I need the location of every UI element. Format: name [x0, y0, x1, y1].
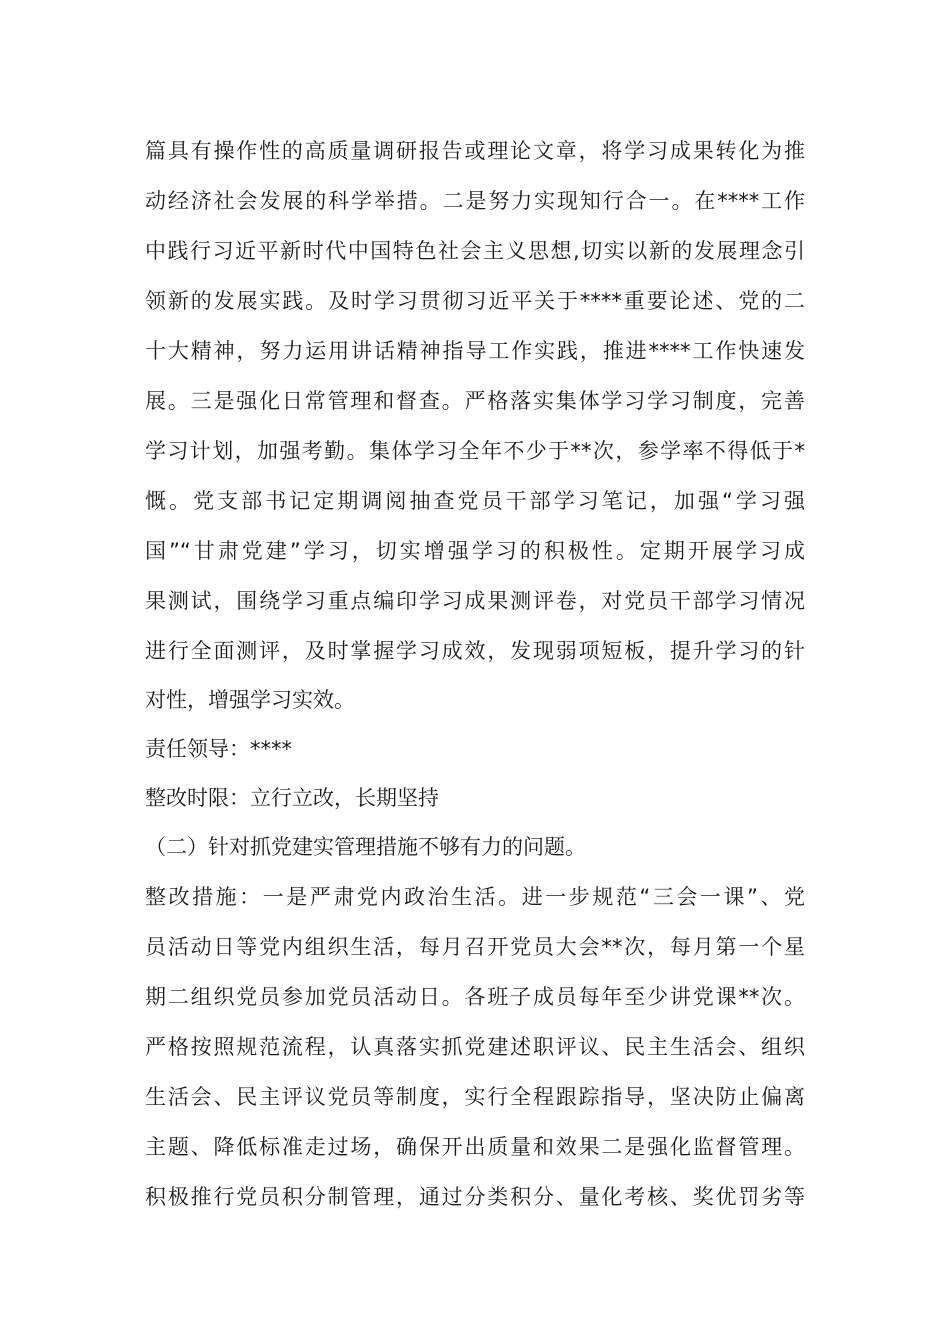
paragraph-line: 积极推行党员积分制管理，通过分类积分、量化考核、奖优罚劣等 — [145, 1185, 805, 1209]
paragraph-line: 学习计划，加强考勤。集体学习全年不少于**次，参学率不得低于* — [145, 439, 805, 463]
paragraph-line: 展。三是强化日常管理和督查。严格落实集体学习学习制度，完善 — [145, 389, 805, 413]
paragraph-line: 篇具有操作性的高质量调研报告或理论文章，将学习成果转化为推 — [145, 139, 805, 163]
paragraph-line: 进行全面测评，及时掌握学习成效，发现弱项短板，提升学习的针 — [145, 639, 805, 663]
paragraph-line: 员活动日等党内组织生活，每月召开党员大会**次，每月第一个星 — [145, 935, 805, 959]
paragraph-line: 生活会、民主评议党员等制度，实行全程跟踪指导，坚决防止偏离 — [145, 1085, 805, 1109]
paragraph-line: 严格按照规范流程，认真落实抓党建述职评议、民主生活会、组织 — [145, 1035, 805, 1059]
paragraph-line: 领新的发展实践。及时学习贯彻习近平关于****重要论述、党的二 — [145, 289, 805, 313]
paragraph-line: 期二组织党员参加党员活动日。各班子成员每年至少讲党课**次。 — [145, 985, 805, 1009]
paragraph-line: 十大精神，努力运用讲话精神指导工作实践，推进****工作快速发 — [145, 339, 805, 363]
paragraph-line: 国”“甘肃党建”学习，切实增强学习的积极性。定期开展学习成 — [145, 539, 805, 563]
paragraph-line: 果测试，围绕学习重点编印学习成果测评卷，对党员干部学习情况 — [145, 589, 805, 613]
paragraph-line: 主题、降低标准走过场，确保开出质量和效果二是强化监督管理。 — [145, 1135, 805, 1159]
paragraph-line: 动经济社会发展的科学举措。二是努力实现知行合一。在****工作 — [145, 189, 805, 213]
rectification-deadline: 整改时限：立行立改，长期坚持 — [145, 786, 439, 810]
responsible-leader: 责任领导：**** — [145, 737, 292, 761]
paragraph-line: 中践行习近平新时代中国特色社会主义思想,切实以新的发展理念引 — [145, 239, 805, 263]
paragraph-last-line: 对性，增强学习实效。 — [145, 688, 355, 712]
paragraph-line: 慨。党支部书记定期调阅抽查党员干部学习笔记，加强“学习强 — [145, 489, 805, 513]
paragraph-line: 整改措施：一是严肃党内政治生活。进一步规范“三会一课”、党 — [145, 885, 805, 909]
section-heading: （二）针对抓党建实管理措施不够有力的问题。 — [145, 835, 586, 859]
